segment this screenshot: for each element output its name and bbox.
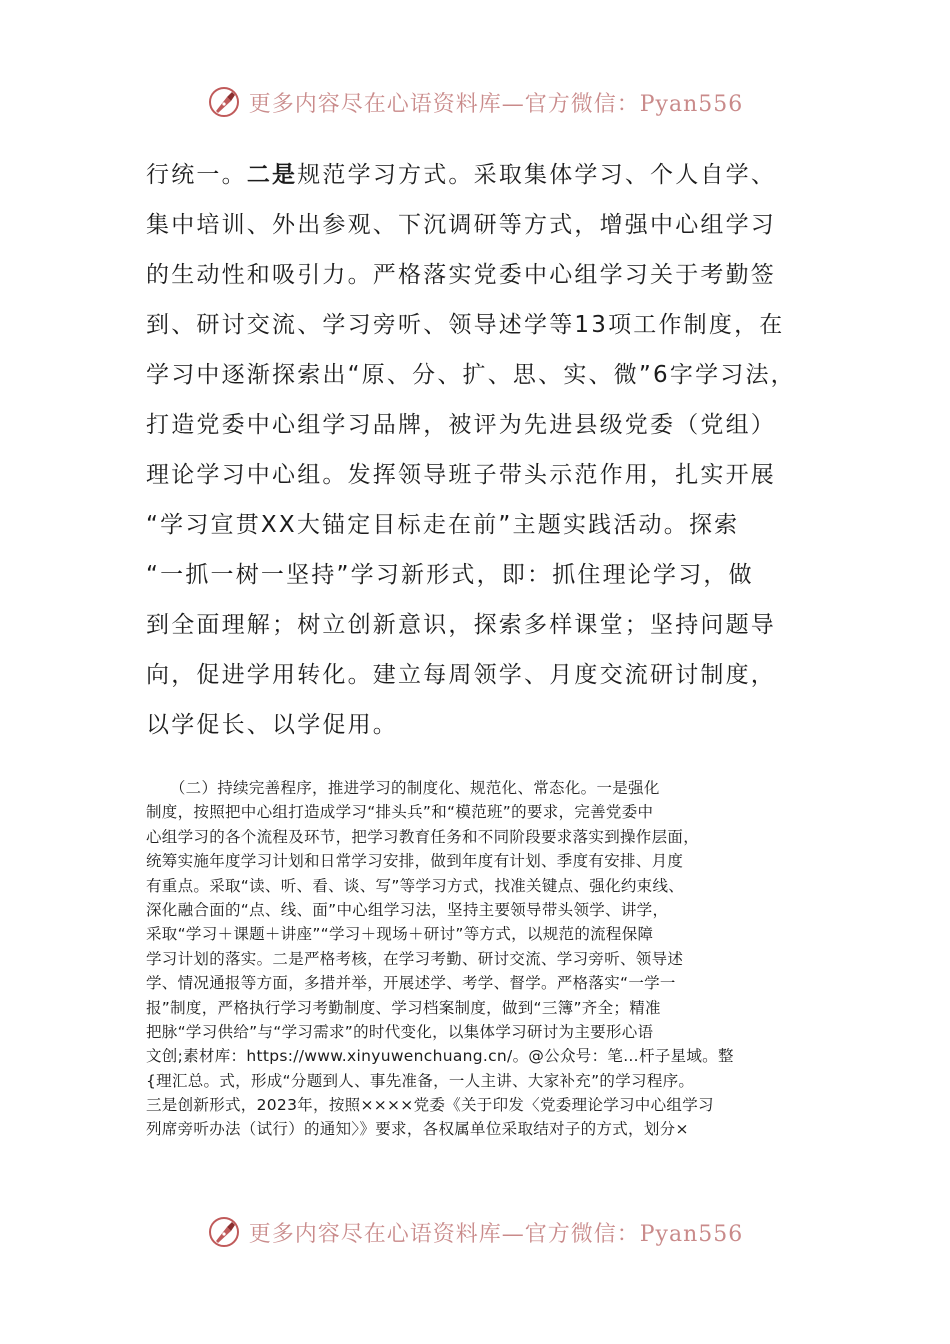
body-line [146,650,826,700]
line-text: 规范学习方式。采取集体学习、个人自学、 [297,162,777,188]
section-line: 心组学习的各个流程及环节，把学习教育任务和不同阶段要求落实到操作层面， [146,827,700,846]
line-text: 打造党委中心组学习品牌，被评为先进县级党委（党组） [146,412,776,438]
main-body-text [146,150,826,750]
line-text: “一抓一树一坚持”学习新形式，即：抓住理论学习，做 [146,562,754,588]
line-text: 学习中逐渐探索出“原、分、扩、思、实、微”6字学习法， [146,362,796,388]
line-text: 的生动性和吸引力。严格落实党委中心组学习关于考勤签 [146,262,776,288]
bold-lead: 二是 [246,162,298,188]
watermark-footer [0,1212,950,1252]
body-line [146,600,826,650]
section-line: （二）持续完善程序，推进学习的制度化、规范化、常态化。一是强化 [146,779,660,797]
line-text: 到、研讨交流、学习旁听、领导述学等13项工作制度，在 [146,312,785,338]
pen-nib-logo-icon [207,1215,241,1249]
line-text: 到全面理解；树立创新意识，探索多样课堂；坚持问题导 [146,612,776,638]
body-line [146,300,826,350]
line-text: “学习宣贯XX大锚定目标走在前”主题实践活动。探索 [146,512,740,538]
body-line [146,700,826,750]
pen-nib-logo-icon [207,85,241,119]
section-line: 报”制度，严格执行学习考勤制度、学习档案制度，做到“三簿”齐全；精准 [146,998,661,1017]
section-line: {理汇总。式，形成“分题到人、事先准备，一人主讲、大家补充”的学习程序。 [146,1071,695,1090]
line-text: 向，促进学用转化。建立每周领学、月度交流研讨制度， [146,662,776,688]
body-line [146,550,826,600]
line-text: 集中培训、外出参观、下沉调研等方式，增强中心组学习 [146,212,776,238]
body-line [146,350,826,400]
section-line: 有重点。采取“读、听、看、谈、写”等学习方式，找准关键点、强化约束线、 [146,876,685,895]
watermark-text: 更多内容尽在心语资料库—官方微信：Pyan556 [248,1221,744,1247]
body-line [146,500,826,550]
section-line: 深化融合面的“点、线、面”中心组学习法，坚持主要领导带头领学、讲学， [146,900,669,919]
body-line [146,250,826,300]
section-paragraph [146,776,812,1142]
body-line [146,150,826,200]
section-line: 学、情况通报等方面，多措并举，开展述学、考学、督学。严格落实“一学一 [146,974,676,993]
section-line: 学习计划的落实。二是严格考核，在学习考勤、研讨交流、学习旁听、领导述 [146,949,684,968]
body-line [146,200,826,250]
watermark-text: 更多内容尽在心语资料库—官方微信：Pyan556 [248,91,744,117]
section-line: 制度，按照把中心组打造成学习“排头兵”和“模范班”的要求，完善党委中 [146,803,654,822]
body-line [146,400,826,450]
line-text: 以学促长、以学促用。 [146,712,398,738]
body-line [146,450,826,500]
line-text: 行统一。 [146,162,247,188]
section-line: 把脉“学习供给”与“学习需求”的时代变化，以集体学习研讨为主要形心语 [146,1022,654,1041]
line-text: 理论学习中心组。发挥领导班子带头示范作用，扎实开展 [146,462,776,488]
section-line: 文创;素材库：https://www.xinyuwenchuang.cn/。@公众号：笔…杆子星域。整 [146,1047,734,1066]
section-line: 统筹实施年度学习计划和日常学习安排，做到年度有计划、季度有安排、月度 [146,852,684,871]
watermark-header [0,82,950,122]
section-line: 三是创新形式，2023年，按照××××党委《关于印发〈党委理论学习中心组学习 [146,1096,714,1115]
section-line: 采取“学习＋课题＋讲座”“学习＋现场＋研讨”等方式，以规范的流程保障 [146,925,654,944]
section-line: 列席旁听办法（试行）的通知〉》要求，各权属单位采取结对子的方式，划分× [146,1120,689,1139]
